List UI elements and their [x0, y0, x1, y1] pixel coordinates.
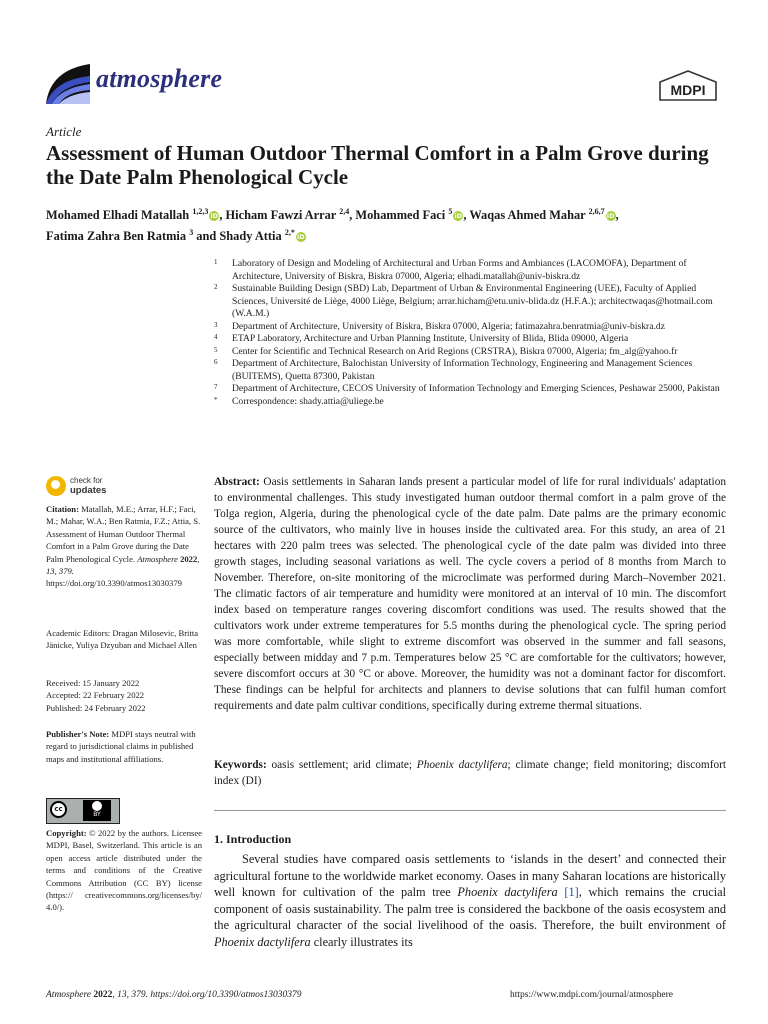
cc-icon: cc [50, 801, 67, 818]
publisher-note: Publisher's Note: MDPI stays neutral with regard to jurisdictional claims in published maps and institutional affiliations. [46, 729, 196, 764]
article-type: Article [46, 124, 82, 139]
paper-title: Assessment of Human Outdoor Thermal Comfort in a Palm Grove during the Date Palm Phenological Cycle [46, 141, 709, 189]
author: Hicham Fawzi Arrar [225, 208, 337, 223]
orcid-icon[interactable]: iD [606, 212, 615, 221]
section-divider [214, 810, 726, 811]
orcid-icon[interactable]: iD [297, 233, 305, 242]
academic-editors: Academic Editors: Dragan Milosevic, Britta Jänicke, Yuliya Dzyuban and Michael Allen [46, 628, 199, 651]
journal-name: atmosphere [96, 64, 223, 93]
affiliation-item: 7 Department of Architecture, CECOS University of Information Technology and Emerging Sciences, Peshawar 25000, Pakistan [214, 383, 720, 394]
affiliation-item: 6 Department of Architecture, Balochistan University of Information Technology, Engineering and Management Sciences (BUITEMS), Quetta 87300, Pakistan [214, 358, 693, 382]
by-icon: BY [83, 800, 111, 821]
abstract: Abstract: Oasis settlements in Saharan lands present a particular model of life for rural individuals' adaptation to environmental challenges. This study investigated human outdoor thermal comfort in a palm grove of the Tolga region, Algeria, during the phenological cycle of the date palm. Date palms are the primary economic source of the cultivators, who mainly live in houses inside the cultivated area. For this study, an area of 21 hectares with 220 palm trees was selected. The phenological cycle of the date palm was divided into three growth stages, including seasonal variations as well. The cycle covers a period of 8 months from March to November. Therefore, on-site monitoring of the microclimate was performed during March–November 2021. The climatic factors of air temperature and humidity were monitored at an interval of 10 min. The discomfort index based on temperature ranges covering discomfort conditions was used. The results showed that the cultivators work under extreme temperatures for 5.5 months during the phenological cycle. The spring period was more comfortable, while slight to extreme discomfort was observed in the summer and fall seasons, especially between midday and 7 p.m. Temperatures below 25 °C are comfortable for the cultivators; however, severe discomfort occurs at 30 °C or above. Moreover, the humidity was not a dominant factor for discomfort. These findings can be helpful for architects and planners to devise solutions that can fulfil human comfort requirements and date palm cultivar conditions, specifically during extreme thermal situations. [214, 476, 726, 712]
check-updates-icon [46, 476, 66, 496]
publication-dates: Received: 15 January 2022 Accepted: 22 February 2022 Published: 24 February 2022 [46, 678, 146, 713]
citation-block: Citation: Matallah, M.E.; Arrar, H.F.; Faci, M.; Mahar, W.A.; Ben Ratmia, F.Z.; Attia, S. Assessment of Human Outdoor Thermal Comfort in a Palm Grove during the Date Palm Phenological Cycle. Atmosphere 2022, 13, 379. https://doi.org/10.3390/atmos13030379 [46, 504, 201, 589]
author: Mohamed Elhadi Matallah [46, 208, 190, 223]
orcid-icon[interactable]: iD [210, 212, 219, 221]
author: Fatima Zahra Ben Ratmia [46, 229, 187, 244]
section-heading: 1. Introduction [214, 832, 292, 846]
mdpi-logo-text: MDPI [670, 82, 706, 98]
footer-journal-url[interactable]: https://www.mdpi.com/journal/atmosphere [510, 990, 673, 1000]
citation-doi-link[interactable]: https://doi.org/10.3390/atmos13030379 [46, 578, 182, 589]
journal-logo-icon [46, 60, 90, 104]
affiliation-item: 2 Sustainable Building Design (SBD) Lab, Department of Urban & Environmental Engineering (UEE), Faculty of Applied Sciences, Université de Liège, 4000 Liège, Belgium; arrar.hicham@etu.univ-blida.dz (H.F.A.); architectwaqas@hotmail.com (W.A.M.) [214, 283, 713, 319]
author-list: Mohamed Elhadi Matallah $^{1,2,3}$iD, Hicham Fawzi Arrar $^{2,4}$, Mohammed Faci $^5$iD, Waqas Ahmed Mahar $^{2,6,7}$iD, Fatima Zahra Ben Ratmia $^3$ and Shady Attia $^{2,*}$iD [46, 207, 619, 244]
keywords: Keywords: oasis settlement; arid climate; Phoenix dactylifera; climate change; field monitoring; discomfort index (DI) [214, 759, 726, 787]
affiliation-item: 1 Laboratory of Design and Modeling of Architectural and Urban Forms and Ambiances (LACOMOFA), Department of Architecture, University of Biskra, Biskra 07000, Algeria; elhadi.matallah@univ-biskra.dz [214, 258, 687, 282]
author: Shady Attia [219, 229, 282, 244]
mdpi-logo-icon [656, 70, 720, 102]
footer-citation: Atmosphere 2022, 13, 379. https://doi.org/10.3390/atmos13030379 [46, 990, 302, 1000]
author: Mohammed Faci [355, 208, 446, 223]
affiliation-item: 5 Center for Scientific and Technical Research on Arid Regions (CRSTRA), Biskra 07000, Algeria; fm_alg@yahoo.fr [214, 345, 678, 357]
copyright-notice: Copyright: © 2022 by the authors. Licensee MDPI, Basel, Switzerland. This article is an open access article distributed under the terms and conditions of the Creative Commons Attribution (CC BY) license (https:// creativecommons.org/licenses/by/ 4.0/). [46, 828, 202, 913]
affiliation-item: 4 ETAP Laboratory, Architecture and Urban Planning Institute, University of Blida, Blida 09000, Algeria [214, 333, 629, 344]
cc-by-license-badge[interactable] [46, 798, 120, 824]
check-for-updates-button[interactable]: check for updates [46, 476, 206, 498]
affiliation-item: * Correspondence: shady.attia@uliege.be [214, 395, 384, 407]
affiliations [214, 258, 726, 408]
affiliation-item: 3 Department of Architecture, University of Biskra, Biskra 07000, Algeria; fatimazahra.benratmia@univ-biskra.dz [214, 320, 665, 332]
reference-link[interactable]: [1] [564, 885, 579, 899]
author: Waqas Ahmed Mahar [469, 208, 586, 223]
introduction-paragraph: Several studies have compared oasis settlements to ‘islands in the desert’ and connected their agricultural fortune to the worldwide market economy. Oases in many Saharan locations are historically well known for cultivation of the palm tree Phoenix dactylifera [1], which remains the crucial component of oasis sustainability. The palm tree is considered the backbone of the oasis ecosystem and the agricultural character of the social livelihood of the oasis. Therefore, the built environment of Phoenix dactylifera clearly illustrates its [214, 852, 727, 949]
orcid-icon[interactable]: iD [454, 212, 463, 221]
